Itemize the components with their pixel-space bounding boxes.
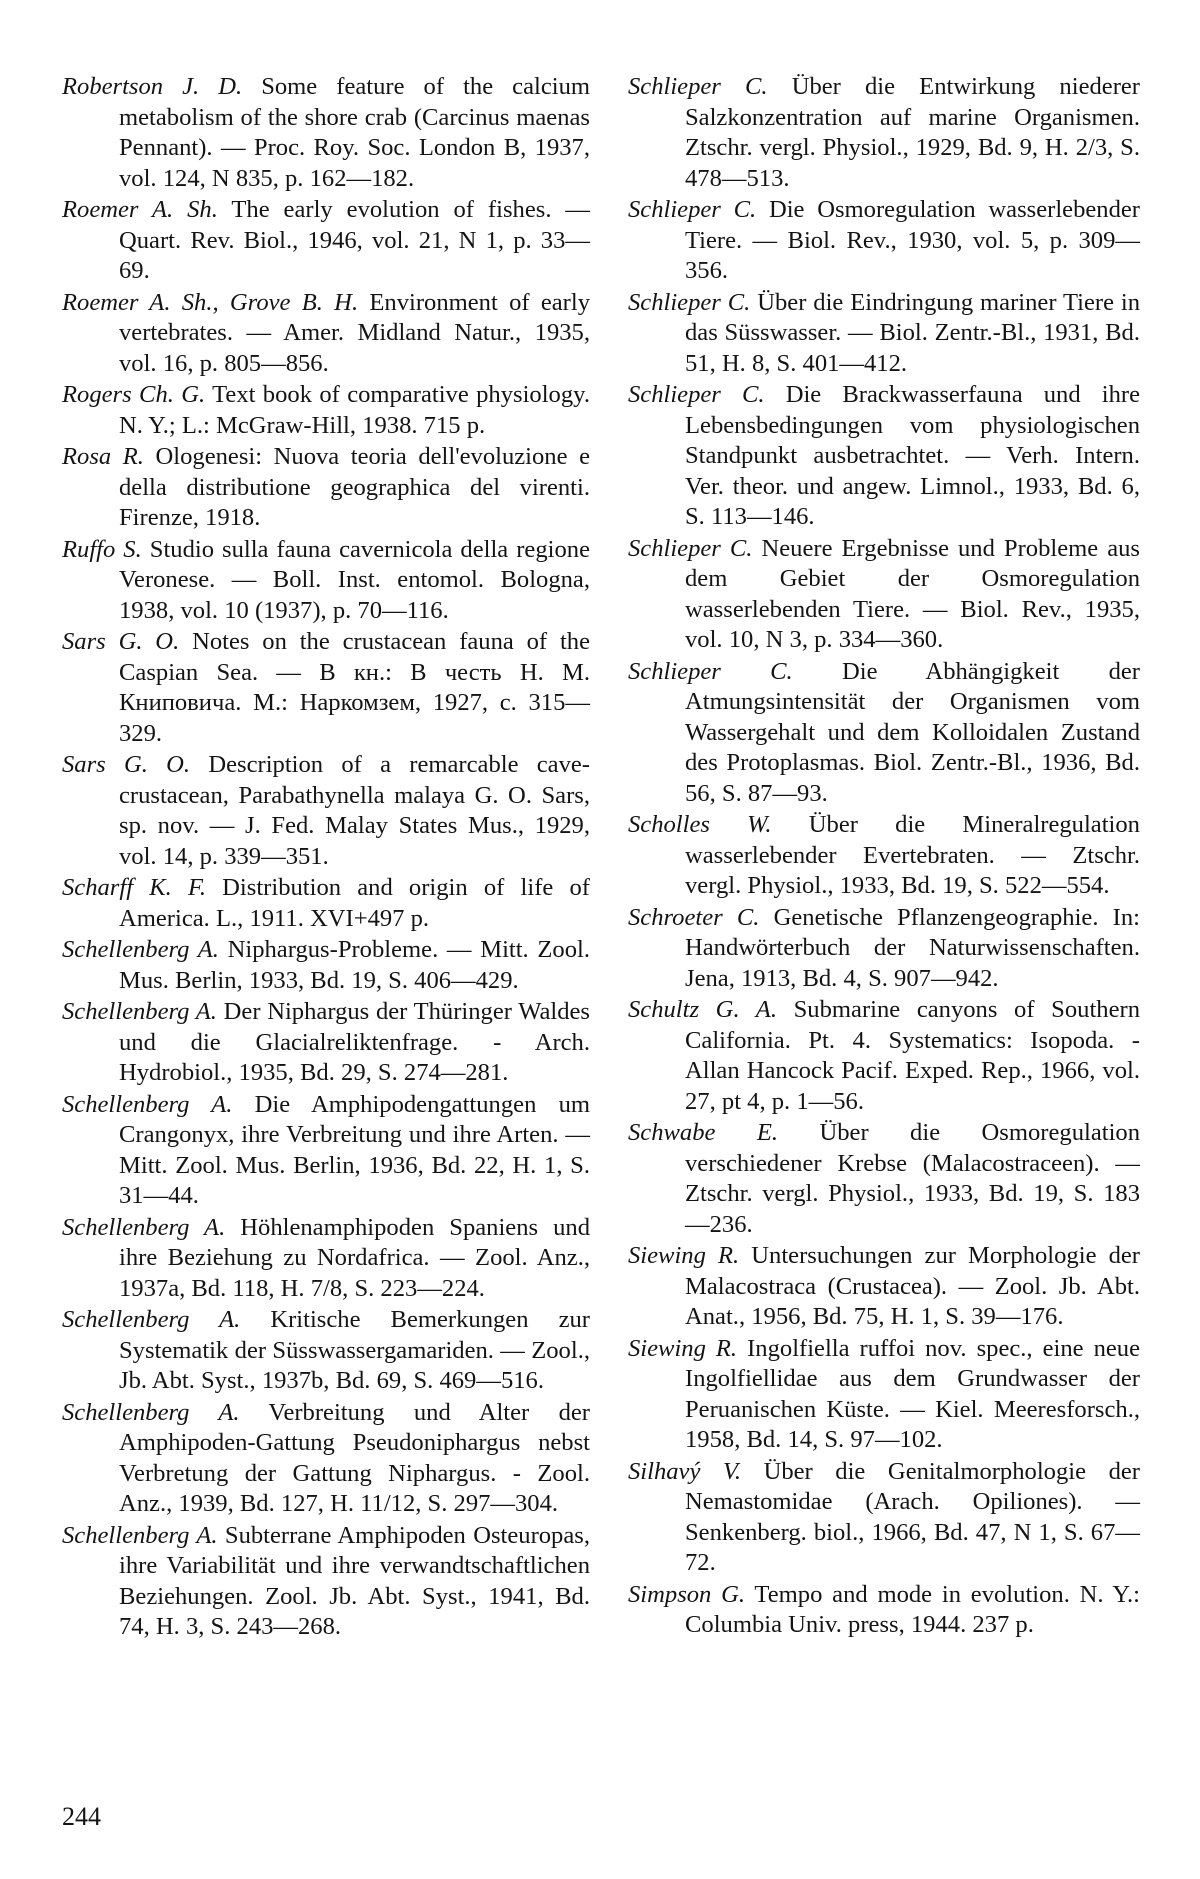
bibliography-entry (628, 1580, 1140, 1641)
entry-text: Über die Eindringung mariner Tiere in das Süsswasser. — Biol. Zentr.-Bl., 1931, Bd. 51, H. 8, S. 401—412. (685, 288, 1141, 377)
bibliography-entry (62, 1090, 590, 1212)
entry-text: Die Abhängigkeit der Atmungsintensität der Organismen vom Wassergehalt und dem Kolloidalen Zustand des Protoplasmas. Biol. Zentr.-Bl., 1936, Bd. 56, S. 87—93. (685, 657, 1140, 807)
entry-text: Text book of comparative physiology. N. Y.; L.: McGraw-Hill, 1938. 715 p. (119, 381, 590, 439)
entry-text: Über die Entwirkung niederer Salzkonzentration auf marine Organismen. Ztschr. vergl. Physiol., 1929, Bd. 9, H. 2/3, S. 478—513. (685, 73, 1140, 192)
entry-author: Schlieper C. (628, 73, 768, 100)
bibliography-entry (628, 657, 1140, 810)
bibliography-entry (628, 1241, 1140, 1333)
entry-author: Schellenberg A. (62, 936, 219, 963)
bibliography-right-column (628, 72, 1140, 1642)
page-number: 244 (62, 1802, 101, 1831)
entry-text: Neuere Ergebnisse und Probleme aus dem Gebiet der Osmoregulation wasserlebenden Tiere. — Biol. Rev., 1935, vol. 10, N 3, p. 334—360. (685, 534, 1140, 653)
entry-author: Schellenberg A. (62, 1306, 241, 1333)
entry-text: Notes on the crustacean fauna of the Caspian Sea. — В кн.: В честь Н. М. Книповича. М.: Наркомзем, 1927, с. 315—329. (119, 628, 591, 747)
entry-author: Scholles W. (628, 811, 772, 838)
bibliography-entry (62, 997, 590, 1089)
bibliography-entry (62, 750, 590, 872)
bibliography-entry (628, 1334, 1140, 1456)
bibliography-entry (62, 72, 590, 194)
entry-author: Schellenberg A. (62, 1090, 233, 1118)
entry-text: Höhlenamphipoden Spaniens und ihre Beziehung zu Nordafrica. — Zool. Anz., 1937a, Bd. 118, H. 7/8, S. 223—224. (119, 1213, 590, 1302)
entry-text: Environment of early vertebrates. — Amer. Midland Natur., 1935, vol. 16, p. 805—856. (119, 288, 590, 377)
entry-author: Simpson G. (628, 1580, 746, 1608)
bibliography-entry (628, 288, 1140, 380)
entry-author: Sars G. O. (62, 751, 191, 778)
entry-text: Die Amphipodengattungen um Crangonyx, ihre Verbreitung und ihre Arten. — Mitt. Zool. Mus. Berlin, 1936, Bd. 22, H. 1, S. 31—44. (119, 1090, 590, 1209)
bibliography-entry (62, 195, 590, 287)
entry-author: Rogers Ch. G. (62, 381, 206, 408)
entry-author: Siewing R. (628, 1334, 738, 1362)
bibliography-entry (62, 442, 590, 534)
bibliography-entry (62, 288, 590, 380)
entry-author: Schlieper C. (628, 288, 751, 316)
entry-text: Niphargus-Probleme. — Mitt. Zool. Mus. Berlin, 1933, Bd. 19, S. 406—429. (119, 936, 591, 994)
bibliography-entry (62, 935, 590, 996)
bibliography-entry (62, 873, 590, 934)
entry-text: Distribution and origin of life of America. L., 1911. XVI+497 p. (119, 874, 590, 932)
entry-text: Der Niphargus der Thüringer Waldes und die Glacialreliktenfrage. - Arch. Hydrobiol., 1935, Bd. 29, S. 274—281. (119, 998, 590, 1086)
bibliography-entry (628, 195, 1140, 287)
bibliography-entry (628, 534, 1140, 656)
bibliography-entry (62, 627, 590, 749)
entry-text: Über die Genitalmorphologie der Nemastomidae (Arach. Opiliones). — Senkenberg. biol., 1966, Bd. 47, N 1, S. 67—72. (685, 1457, 1140, 1576)
bibliography-entry (628, 72, 1140, 194)
entry-text: Description of a remarcable cave-crustacean, Parabathynella malaya G. O. Sars, sp. nov. — J. Fed. Malay States Mus., 1929, vol. 14, p. 339—351. (119, 751, 590, 870)
entry-text: Verbreitung und Alter der Amphipoden-Gattung Pseudoniphargus nebst Verbretung der Gattung Niphargus. - Zool. Anz., 1939, Bd. 127, H. 11/12, S. 297—304. (119, 1398, 590, 1517)
entry-text: Ingolfiella ruffoi nov. spec., eine neue Ingolfiellidae aus dem Grundwasser der Peruanischen Küste. — Kiel. Meeresforsch., 1958, Bd. 14, S. 97—102. (685, 1334, 1141, 1453)
entry-author: Schellenberg A. (62, 1213, 226, 1241)
entry-text: Studio sulla fauna cavernicola della regione Veronese. — Boll. Inst. entomol. Bologna, 1938, vol. 10 (1937), p. 70—116. (119, 535, 590, 624)
entry-author: Scharff K. F. (62, 874, 206, 901)
entry-text: Some feature of the calcium metabolism of the shore crab (Carcinus maenas Pennant). — Proc. Roy. Soc. London B, 1937, vol. 124, N 835, p. 162—182. (119, 73, 591, 192)
entry-author: Siewing R. (628, 1242, 740, 1269)
bibliography-entry (62, 380, 590, 441)
entry-author: Roemer A. Sh. (62, 196, 218, 223)
entry-author: Ruffo S. (62, 535, 142, 563)
entry-text: Genetische Pflanzengeographie. In: Handwörterbuch der Naturwissenschaften. Jena, 1913, Bd. 4, S. 907—942. (685, 903, 1140, 992)
entry-text: Subterrane Amphipoden Osteuropas, ihre Variabilität und ihre verwandtschaftlichen Beziehungen. Zool. Jb. Abt. Syst., 1941, Bd. 74, H. 3, S. 243—268. (119, 1521, 590, 1640)
bibliography-entry (62, 1521, 590, 1643)
bibliography-left-column (62, 72, 590, 1644)
bibliography-entry (628, 380, 1140, 533)
entry-author: Schroeter C. (628, 903, 760, 931)
entry-author: Rosa R. (62, 443, 144, 470)
entry-author: Schlieper C. (628, 657, 793, 685)
bibliography-entry (62, 1398, 590, 1520)
bibliography-entry (628, 1118, 1140, 1240)
bibliography-entry (628, 995, 1140, 1117)
bibliography-entry (62, 535, 590, 627)
entry-author: Sars G. O. (62, 628, 180, 655)
entry-author: Roemer A. Sh., Grove B. H. (62, 288, 359, 316)
entry-author: Schlieper C. (628, 381, 765, 408)
entry-author: Schultz G. A. (628, 996, 777, 1023)
entry-text: Über die Osmoregulation verschiedener Krebse (Malacostraceen). — Ztschr. vergl. Physiol., 1933, Bd. 19, S. 183—236. (685, 1119, 1140, 1238)
entry-text: The early evolution of fishes. — Quart. Rev. Biol., 1946, vol. 21, N 1, p. 33—69. (119, 196, 591, 284)
entry-author: Schellenberg A. (62, 1521, 218, 1549)
entry-text: Die Brackwasserfauna und ihre Lebensbedingungen vom physiologischen Standpunkt ausbetrachtet. — Verh. Intern. Ver. theor. und angew. Limnol., 1933, Bd. 6, S. 113—146. (685, 381, 1140, 530)
entry-text: Die Osmoregulation wasserlebender Tiere. — Biol. Rev., 1930, vol. 5, p. 309—356. (685, 196, 1140, 284)
bibliography-entry (628, 903, 1140, 995)
entry-text: Kritische Bemerkungen zur Systematik der Süsswassergamariden. — Zool., Jb. Abt. Syst., 1937b, Bd. 69, S. 469—516. (119, 1306, 590, 1394)
bibliography-entry (628, 1457, 1140, 1579)
bibliography-entry (62, 1305, 590, 1397)
entry-author: Silhavý V. (628, 1457, 741, 1485)
entry-text: Über die Mineralregulation wasserlebender Evertebraten. — Ztschr. vergl. Physiol., 1933, Bd. 19, S. 522—554. (685, 811, 1140, 899)
entry-text: Submarine canyons of Southern California. Pt. 4. Systematics: Isopoda. - Allan Hancock Pacif. Exped. Rep., 1966, vol. 27, pt 4, p. 1—56. (685, 996, 1140, 1115)
entry-author: Schellenberg A. (62, 1398, 240, 1426)
entry-author: Schlieper C. (628, 196, 757, 223)
entry-author: Schlieper C. (628, 534, 753, 562)
entry-author: Schellenberg A. (62, 998, 217, 1025)
entry-author: Schwabe E. (628, 1119, 779, 1146)
bibliography-entry (62, 1213, 590, 1305)
entry-text: Untersuchungen zur Morphologie der Malacostraca (Crustacea). — Zool. Jb. Abt. Anat., 1956, Bd. 75, H. 1, S. 39—176. (685, 1242, 1140, 1330)
entry-text: Ologenesi: Nuova teoria dell'evoluzione e della distributione geographica del virenti. Firenze, 1918. (119, 443, 591, 531)
entry-text: Tempo and mode in evolution. N. Y.: Columbia Univ. press, 1944. 237 p. (685, 1580, 1140, 1638)
entry-author: Robertson J. D. (62, 73, 243, 100)
bibliography-entry (628, 810, 1140, 902)
